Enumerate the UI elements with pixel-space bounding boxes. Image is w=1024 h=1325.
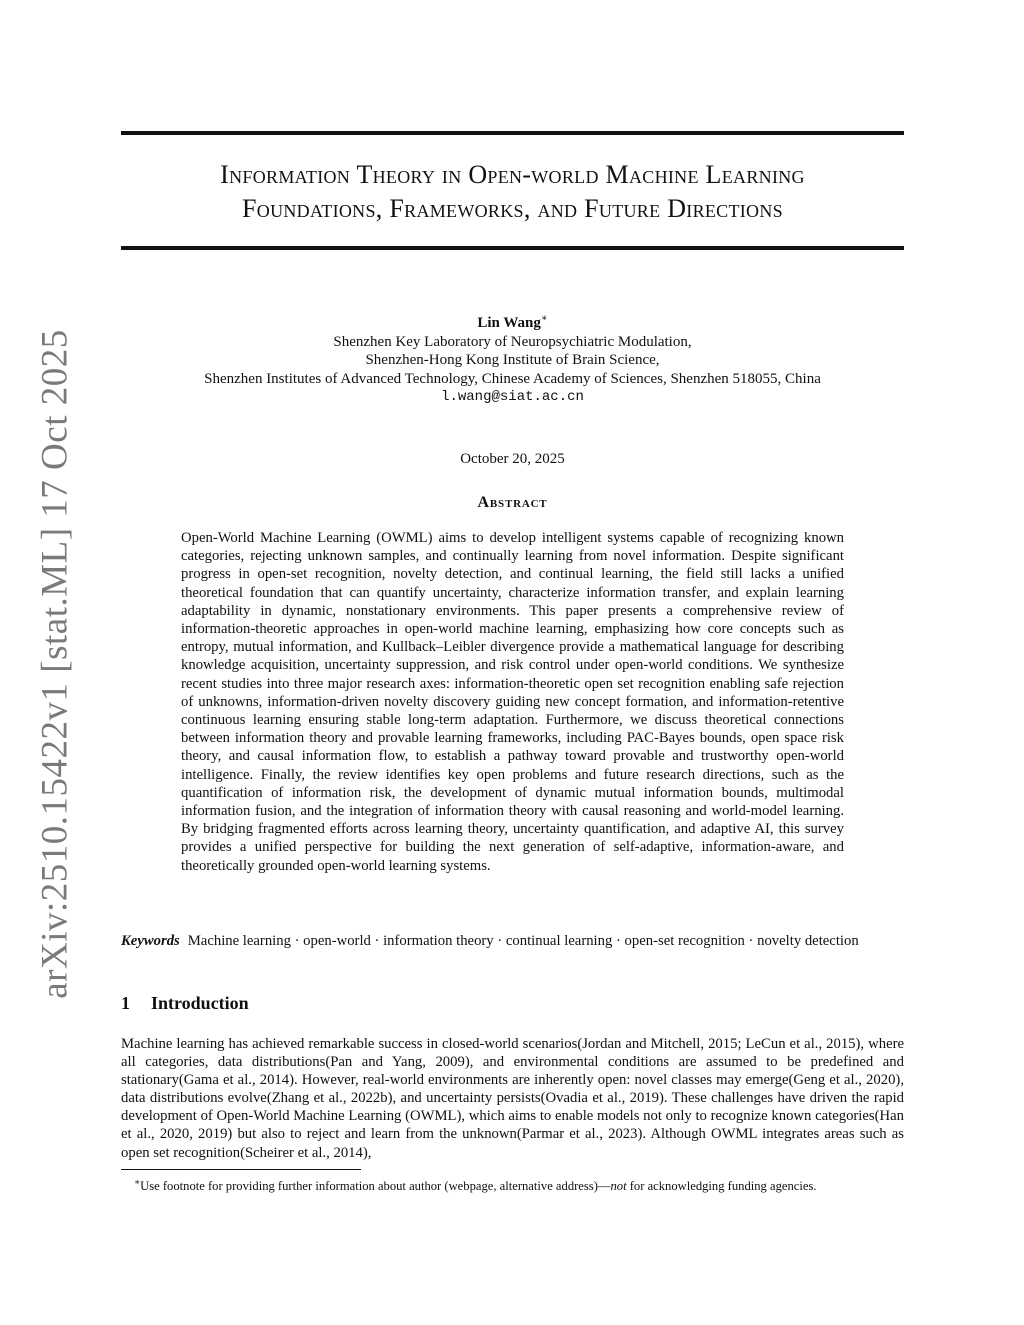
title-bottom-rule <box>121 246 904 250</box>
paper-title <box>121 158 904 226</box>
section-number: 1 <box>121 993 130 1013</box>
abstract-body: Open-World Machine Learning (OWML) aims to develop intelligent systems capable of recognizing known categories, rejecting unknown samples, and continually learning from novel information. Despite significant progress in open-set recognition, novelty detection, and continual learning, the field still lacks a unified theoretical foundation that can quantify uncertainty, characterize information transfer, and explain learning adaptability in dynamic, nonstationary environments. This paper presents a comprehensive review of information-theoretic approaches in open-world machine learning, emphasizing how core concepts such as entropy, mutual information, and Kullback–Leibler divergence provide a mathematical language for describing knowledge acquisition, uncertainty suppression, and risk control under open-world conditions. We synthesize recent studies into three major research axes: information-theoretic open set recognition enabling safe rejection of unknowns, information-driven novelty discovery guiding new concept formation, and information-retentive continuous learning ensuring stable long-term adaptation. Furthermore, we discuss theoretical connections between information theory and provable learning frameworks, including PAC-Bayes bounds, open space risk theory, and causal information flow, to establish a pathway toward provable and trustworthy open-world intelligence. Finally, the review identifies key open problems and future research directions, such as the quantification of information risk, the development of dynamic mutual information bounds, multimodal information fusion, and the integration of information theory with causal reasoning and world-model learning. By bridging fragmented efforts across learning theory, uncertainty quantification, and adaptive AI, this survey provides a unified perspective for building the next generation of self-adaptive, information-aware, and theoretically grounded open-world learning systems. <box>181 530 844 874</box>
footnote: ∗Use footnote for providing further information about author (webpage, alternative address)—not for acknowledging funding agencies. <box>134 1177 817 1194</box>
footnote-emphasis: not <box>610 1179 627 1194</box>
title-top-rule <box>121 131 904 135</box>
section-heading-introduction <box>121 993 249 1014</box>
footnote-rule <box>121 1169 361 1170</box>
abstract-heading: Abstract <box>477 494 548 511</box>
affiliation-line-2: Shenzhen-Hong Kong Institute of Brain Science, <box>365 352 660 368</box>
keywords-text: Machine learning · open-world · information theory · continual learning · open-set recognition · novelty detection <box>187 933 859 949</box>
keywords <box>121 932 904 951</box>
title-line-1: Information Theory in Open-world Machine Learning <box>220 160 805 189</box>
footnote-mark: ∗ <box>134 1177 141 1187</box>
author-name: Lin Wang∗ <box>477 313 548 331</box>
affiliation-line-3: Shenzhen Institutes of Advanced Technology, Chinese Academy of Sciences, Shenzhen 518055, China <box>204 370 821 387</box>
author-block <box>121 310 904 407</box>
arxiv-side-stamp: arXiv:2510.15422v1 [stat.ML] 17 Oct 2025 <box>34 329 76 999</box>
paper-date: October 20, 2025 <box>460 451 565 467</box>
title-line-2: Foundations, Frameworks, and Future Directions <box>242 194 783 223</box>
author-footnote-mark: ∗ <box>540 313 548 324</box>
introduction-body: Machine learning has achieved remarkable success in closed-world scenarios(Jordan and Mitchell, 2015; LeCun et al., 2015), where all categories, data distributions(Pan and Yang, 2009), and environmental conditions are assumed to be predefined and stationary(Gama et al., 2014). However, real-world environments are inherently open: novel classes may emerge(Geng et al., 2020), data distributions evolve(Zhang et al., 2022b), and uncertainty persists(Ovadia et al., 2019). These challenges have driven the rapid development of Open-World Machine Learning (OWML), which aims to enable models not only to recognize known categories(Han et al., 2020, 2019) but also to reject and learn from the unknown(Parmar et al., 2023). Although OWML integrates areas such as open set recognition(Scheirer et al., 2014), <box>121 1036 904 1161</box>
author-email: l.wang@siat.ac.cn <box>441 389 584 405</box>
affiliation-line-1: Shenzhen Key Laboratory of Neuropsychiatric Modulation, <box>333 333 692 350</box>
keywords-label: Keywords <box>121 933 180 949</box>
section-title: Introduction <box>151 993 249 1013</box>
